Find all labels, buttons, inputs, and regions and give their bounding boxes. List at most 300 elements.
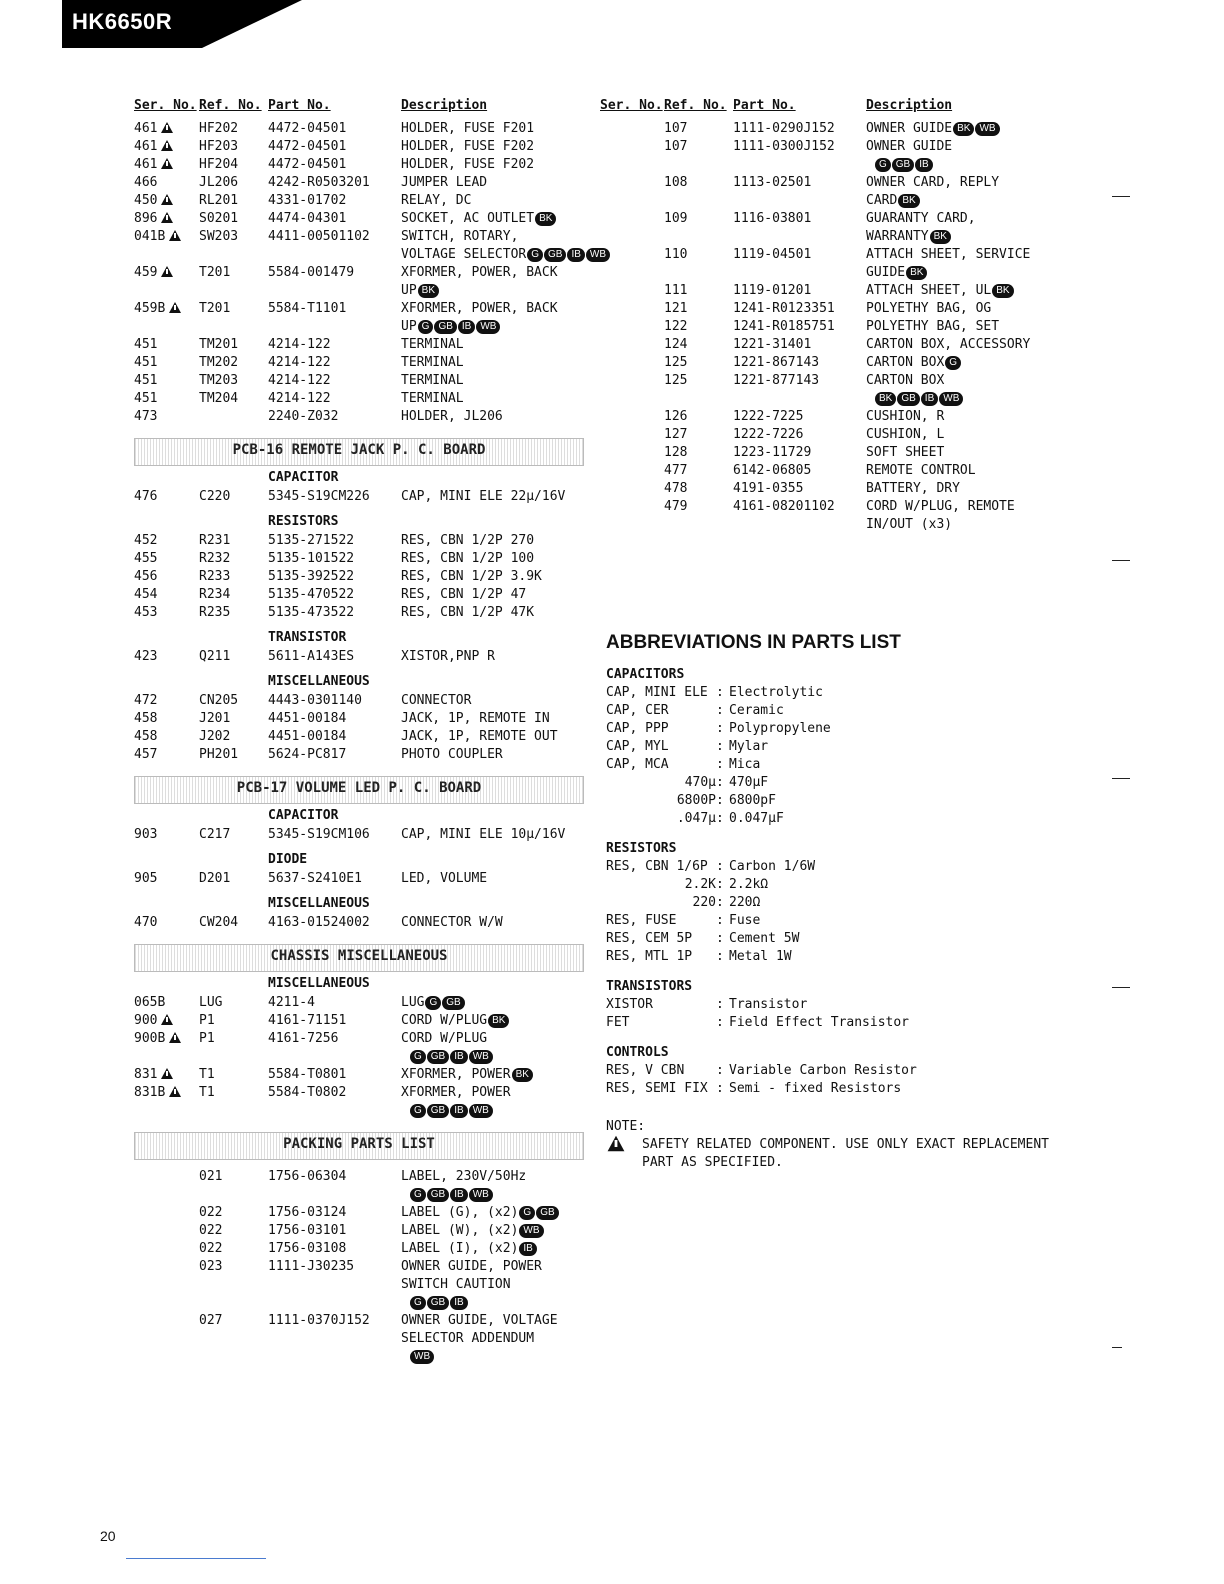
description-line (401, 1186, 584, 1204)
ser-no: 472 (134, 693, 158, 708)
abbr-row (606, 684, 1106, 702)
description (866, 480, 1068, 498)
part-no: 4331-01702 (268, 193, 347, 208)
abbr-row (606, 810, 1106, 828)
part-no: 5584-T0801 (268, 1067, 347, 1082)
part-row (134, 1258, 584, 1312)
description-line (401, 1048, 584, 1066)
abbr-value: 220Ω (729, 895, 761, 910)
abbr-colon: : (716, 811, 724, 826)
part-no: 1119-01201 (733, 283, 812, 298)
description-line: RES, CBN 1/2P 3.9K (401, 569, 542, 584)
abbr-key: .047µ (676, 811, 716, 826)
ser-no: 470 (134, 915, 158, 930)
ref-no: HF202 (199, 121, 239, 136)
part-row (134, 372, 584, 390)
region-badge: G (519, 1206, 535, 1220)
ref-no: 127 (664, 427, 688, 442)
abbr-key: 2.2K (684, 877, 716, 892)
warning-icon (161, 1068, 173, 1079)
abbr-key: RES, V CBN (606, 1063, 685, 1078)
description-line: CARTON BOX, ACCESSORY (866, 337, 1031, 352)
ref-no: 107 (664, 121, 688, 136)
part-no: 5135-470522 (268, 587, 355, 602)
description (401, 156, 584, 174)
warning-icon (161, 140, 173, 151)
ser-no: 466 (134, 175, 158, 190)
region-badge: GB (536, 1206, 558, 1220)
warning-icon (161, 122, 173, 133)
region-badge: IB (450, 1050, 467, 1064)
ser-no: 450 (134, 192, 173, 210)
description-line: LABEL (I), (x2) IB (401, 1240, 584, 1258)
description-line: PHOTO COUPLER (401, 747, 503, 762)
part-row (134, 300, 584, 336)
ref-no: 022 (199, 1241, 223, 1256)
description (866, 372, 1068, 408)
part-row (598, 210, 1068, 246)
part-no: 4242-R0503201 (268, 175, 370, 190)
abbr-key: 220 (692, 895, 716, 910)
part-row (134, 228, 607, 264)
abbr-row (606, 738, 1106, 756)
description (401, 120, 584, 138)
part-row (134, 156, 584, 174)
part-row (134, 1066, 584, 1084)
abbr-key: 6800P (676, 793, 716, 808)
description (401, 586, 584, 604)
description-line: SWITCH, ROTARY, (401, 229, 519, 244)
part-row (598, 318, 1068, 336)
description-line: TERMINAL (401, 373, 464, 388)
abbr-row (606, 894, 1106, 912)
region-badge: G (527, 248, 543, 262)
description-line: CORD W/PLUG BK (401, 1012, 584, 1030)
part-row (598, 282, 1068, 300)
description-line: RES, CBN 1/2P 100 (401, 551, 535, 566)
footer-rule (126, 1558, 266, 1559)
description (401, 1240, 584, 1258)
part-no: 1241-R0123351 (733, 301, 835, 316)
abbr-value: Ceramic (729, 703, 784, 718)
ser-no: 452 (134, 533, 158, 548)
part-row (134, 1222, 584, 1240)
ref-no: CW204 (199, 915, 239, 930)
right-header (598, 98, 1068, 120)
part-row (134, 1030, 584, 1066)
region-badge: WB (469, 1188, 493, 1202)
part-no: 1223-11729 (733, 445, 812, 460)
region-badge: G (425, 996, 441, 1010)
description (866, 138, 1068, 174)
part-no: 4161-71151 (268, 1013, 347, 1028)
ref-no: 125 (664, 355, 688, 370)
description-line: LABEL, 230V/50Hz (401, 1169, 527, 1184)
region-badge: BK (898, 194, 919, 208)
abbr-row (606, 930, 1106, 948)
part-row (598, 246, 1068, 282)
part-no: 5135-392522 (268, 569, 355, 584)
part-no: 4472-04501 (268, 139, 347, 154)
description-line: CARTON BOX (866, 373, 945, 388)
region-badge: IB (458, 320, 475, 334)
group-heading: MISCELLANEOUS (268, 896, 370, 911)
part-no: 5345-S19CM106 (268, 827, 370, 842)
section-banner (134, 776, 584, 804)
description (401, 192, 584, 210)
description-line: VOLTAGE SELECTOR G GB IB WB (401, 246, 584, 264)
abbr-row (606, 996, 1106, 1014)
description-line: UP BK (401, 282, 584, 300)
ser-no: 900B (134, 1030, 181, 1048)
model-title: HK6650R (72, 9, 173, 34)
description (401, 826, 584, 844)
part-no: 4163-01524002 (268, 915, 370, 930)
abbr-row (606, 876, 1106, 894)
abbr-colon: : (716, 775, 724, 790)
part-no: 1119-04501 (733, 247, 812, 262)
part-no: 2240-Z032 (268, 409, 339, 424)
description (401, 1030, 584, 1066)
description (401, 692, 584, 710)
ref-no: TM202 (199, 355, 239, 370)
region-badge: BK (418, 284, 439, 298)
description (401, 488, 584, 506)
part-no: 1111-0370J152 (268, 1313, 370, 1328)
region-badge: IB (921, 392, 938, 406)
abbr-value: Mica (729, 757, 761, 772)
ref-no: TM201 (199, 337, 239, 352)
ref-no: 479 (664, 499, 688, 514)
part-no: 5135-271522 (268, 533, 355, 548)
ser-no: 456 (134, 569, 158, 584)
warning-icon (161, 158, 173, 169)
region-badge: G (418, 320, 434, 334)
abbr-value: Variable Carbon Resistor (729, 1063, 917, 1078)
group-heading: CAPACITOR (268, 470, 339, 485)
ref-no: 122 (664, 319, 688, 334)
ref-no: RL201 (199, 193, 239, 208)
description (866, 408, 1068, 426)
ser-no: 451 (134, 355, 158, 370)
part-row (134, 648, 584, 666)
abbr-key: RES, CEM 5P (606, 931, 693, 946)
part-no: 5584-001479 (268, 265, 355, 280)
description-line: POLYETHY BAG, SET (866, 319, 1000, 334)
part-row (134, 586, 584, 604)
part-row (598, 480, 1068, 498)
abbr-key: CAP, MINI ELE (606, 685, 708, 700)
description-line: JACK, 1P, REMOTE IN (401, 711, 550, 726)
description (401, 648, 584, 666)
region-badge: BK (512, 1068, 533, 1082)
ref-no: R233 (199, 569, 231, 584)
region-badge: BK (875, 392, 896, 406)
part-row (134, 728, 584, 746)
ser-no: 473 (134, 409, 158, 424)
warning-icon (608, 1136, 625, 1151)
abbr-colon: : (716, 913, 724, 928)
abbr-colon: : (716, 703, 724, 718)
abbr-value: Field Effect Transistor (729, 1015, 910, 1030)
part-no: 4411-00501102 (268, 229, 370, 244)
description (866, 246, 1068, 282)
part-row (134, 120, 584, 138)
description-line: RES, CBN 1/2P 47 (401, 587, 527, 602)
part-row (598, 372, 1068, 408)
margin-mark (1112, 560, 1130, 561)
part-row (134, 1312, 584, 1366)
ref-no: 110 (664, 247, 688, 262)
description-line: CONNECTOR (401, 693, 472, 708)
region-badge: BK (906, 266, 927, 280)
ser-no: 458 (134, 729, 158, 744)
part-row (134, 826, 584, 844)
part-no: 5611-A143ES (268, 649, 355, 664)
ref-no: 023 (199, 1259, 223, 1274)
part-no: 1756-03101 (268, 1223, 347, 1238)
ref-no: 125 (664, 373, 688, 388)
region-badge: G (875, 158, 891, 172)
description-line: TERMINAL (401, 337, 464, 352)
description (401, 1312, 584, 1366)
ref-no: TM203 (199, 373, 239, 388)
description (401, 532, 584, 550)
abbr-colon: : (716, 931, 724, 946)
ser-no: 455 (134, 551, 158, 566)
part-row (134, 746, 584, 764)
abbr-colon: : (716, 685, 724, 700)
description (401, 550, 584, 568)
ref-no: 128 (664, 445, 688, 460)
region-badge: G (410, 1050, 426, 1064)
ref-no: 022 (199, 1205, 223, 1220)
ref-no: P1 (199, 1031, 215, 1046)
region-badge: IB (567, 248, 584, 262)
ref-no: 027 (199, 1313, 223, 1328)
region-badge: GB (544, 248, 566, 262)
header-ser: Ser. No. (600, 98, 663, 113)
description-line: LED, VOLUME (401, 871, 488, 886)
part-row (598, 174, 1068, 210)
region-badge: GB (427, 1296, 449, 1310)
description (401, 174, 584, 192)
ser-no: 831B (134, 1084, 181, 1102)
description (401, 210, 584, 228)
part-no: 4211-4 (268, 995, 315, 1010)
ser-no: 453 (134, 605, 158, 620)
left-column (134, 98, 607, 1366)
ref-no: 121 (664, 301, 688, 316)
part-no: 5624-PC817 (268, 747, 347, 762)
note (606, 1118, 1106, 1172)
description (401, 1012, 584, 1030)
description (866, 318, 1068, 336)
abbr-group-heading: RESISTORS (606, 841, 677, 856)
abbr-value: Metal 1W (729, 949, 792, 964)
region-badge: G (945, 356, 961, 370)
group-heading: MISCELLANEOUS (268, 674, 370, 689)
ref-no: 124 (664, 337, 688, 352)
section-title: PACKING PARTS LIST (283, 1136, 435, 1152)
description-line: OWNER GUIDE (866, 139, 953, 154)
abbr-value: 470µF (729, 775, 769, 790)
description (401, 1084, 584, 1120)
abbr-colon: : (716, 1063, 724, 1078)
description-line: RELAY, DC (401, 193, 472, 208)
part-no: 4451-00184 (268, 711, 347, 726)
warning-icon (161, 1014, 173, 1025)
part-row (134, 1084, 584, 1120)
description-line: XFORMER, POWER, BACK (401, 265, 558, 280)
warning-icon (161, 266, 173, 277)
ser-no: 459B (134, 300, 181, 318)
ser-no: 905 (134, 871, 158, 886)
region-badge: WB (476, 320, 500, 334)
ref-no: R234 (199, 587, 231, 602)
part-no: 1111-J30235 (268, 1259, 355, 1274)
description (401, 746, 584, 764)
description (866, 210, 1068, 246)
description-line: RES, CBN 1/2P 47K (401, 605, 535, 620)
description-line: OWNER GUIDE, VOLTAGE (401, 1313, 558, 1328)
part-no: 4214-122 (268, 337, 331, 352)
abbr-group-heading: TRANSISTORS (606, 979, 693, 994)
abbr-key: RES, CBN 1/6P (606, 859, 708, 874)
description-line: XFORMER, POWER (401, 1085, 511, 1100)
region-badge: WB (469, 1104, 493, 1118)
part-no: 1221-31401 (733, 337, 812, 352)
part-row (134, 264, 584, 300)
ref-no: 108 (664, 175, 688, 190)
note-line-2: PART AS SPECIFIED. (642, 1155, 783, 1170)
region-badge: GB (427, 1104, 449, 1118)
region-badge: GB (897, 392, 919, 406)
description (401, 264, 584, 300)
margin-mark (1112, 196, 1130, 197)
abbr-key: FET (606, 1015, 630, 1030)
description-line: REMOTE CONTROL (866, 463, 976, 478)
part-row (134, 488, 584, 506)
section-banner (134, 438, 584, 466)
region-badge: GB (892, 158, 914, 172)
section-title: PCB-17 VOLUME LED P. C. BOARD (236, 780, 482, 796)
region-badge: WB (586, 248, 610, 262)
part-no: 1113-02501 (733, 175, 812, 190)
description-line: TERMINAL (401, 355, 464, 370)
description-line: GUIDE BK (866, 264, 1068, 282)
description (401, 354, 584, 372)
abbr-colon: : (716, 877, 724, 892)
region-badge: WB (975, 122, 999, 136)
warning-icon (169, 1086, 181, 1097)
ser-no: 831 (134, 1066, 173, 1084)
warning-icon (161, 212, 173, 223)
part-no: 5135-101522 (268, 551, 355, 566)
part-row (134, 1204, 584, 1222)
abbr-value: Electrolytic (729, 685, 823, 700)
abbr-key: RES, SEMI FIX (606, 1081, 708, 1096)
ref-no: 107 (664, 139, 688, 154)
right-column (598, 98, 1068, 534)
part-no: 1111-0300J152 (733, 139, 835, 154)
description-line (401, 1294, 584, 1312)
abbr-row (606, 912, 1106, 930)
region-badge: BK (930, 230, 951, 244)
part-no: 4472-04501 (268, 157, 347, 172)
ser-no: 454 (134, 587, 158, 602)
part-no: 5584-T0802 (268, 1085, 347, 1100)
part-no: 4443-0301140 (268, 693, 362, 708)
description-line: CAP, MINI ELE 10µ/16V (401, 827, 566, 842)
ref-no: Q211 (199, 649, 231, 664)
description (401, 870, 584, 888)
part-row (598, 336, 1068, 354)
description (401, 1258, 584, 1312)
part-no: 5584-T1101 (268, 301, 347, 316)
group-heading: DIODE (268, 852, 308, 867)
description-line: LABEL (G), (x2) G GB (401, 1204, 584, 1222)
description-line: UP G GB IB WB (401, 318, 584, 336)
description-line: CARD BK (866, 192, 1068, 210)
abbr-value: Mylar (729, 739, 769, 754)
abbr-colon: : (716, 1081, 724, 1096)
ref-no: JL206 (199, 175, 239, 190)
part-row (134, 1240, 584, 1258)
ref-no: 126 (664, 409, 688, 424)
region-badge: GB (427, 1188, 449, 1202)
abbr-key: CAP, MYL (606, 739, 669, 754)
region-badge: BK (992, 284, 1013, 298)
ser-no: 041B (134, 228, 181, 246)
description (401, 728, 584, 746)
description-line: BATTERY, DRY (866, 481, 960, 496)
part-no: 4214-122 (268, 391, 331, 406)
part-no: 4451-00184 (268, 729, 347, 744)
description (401, 914, 584, 932)
description-line: LUG G GB (401, 994, 584, 1012)
region-badge: WB (519, 1224, 543, 1238)
description-line (401, 1348, 584, 1366)
header-part: Part No. (268, 98, 331, 113)
abbr-colon: : (716, 949, 724, 964)
page-number: 20 (100, 1528, 116, 1544)
ref-no: 111 (664, 283, 688, 298)
region-badge: G (410, 1104, 426, 1118)
description-line: ATTACH SHEET, SERVICE (866, 247, 1031, 262)
part-row (134, 192, 584, 210)
part-row (134, 604, 584, 622)
part-row (598, 498, 1068, 534)
description (401, 1222, 584, 1240)
note-label: NOTE: (606, 1119, 646, 1134)
description (401, 138, 584, 156)
region-badge: GB (442, 996, 464, 1010)
part-row (134, 914, 584, 932)
abbr-colon: : (716, 859, 724, 874)
description (866, 462, 1068, 480)
description (401, 372, 584, 390)
header-ref: Ref. No. (664, 98, 727, 113)
description (401, 336, 584, 354)
description-line: XFORMER, POWER, BACK (401, 301, 558, 316)
part-no: 1221-877143 (733, 373, 820, 388)
ser-no: 451 (134, 391, 158, 406)
part-no: 1241-R0185751 (733, 319, 835, 334)
ref-no: HF203 (199, 139, 239, 154)
ref-no: R231 (199, 533, 231, 548)
region-badge: GB (434, 320, 456, 334)
